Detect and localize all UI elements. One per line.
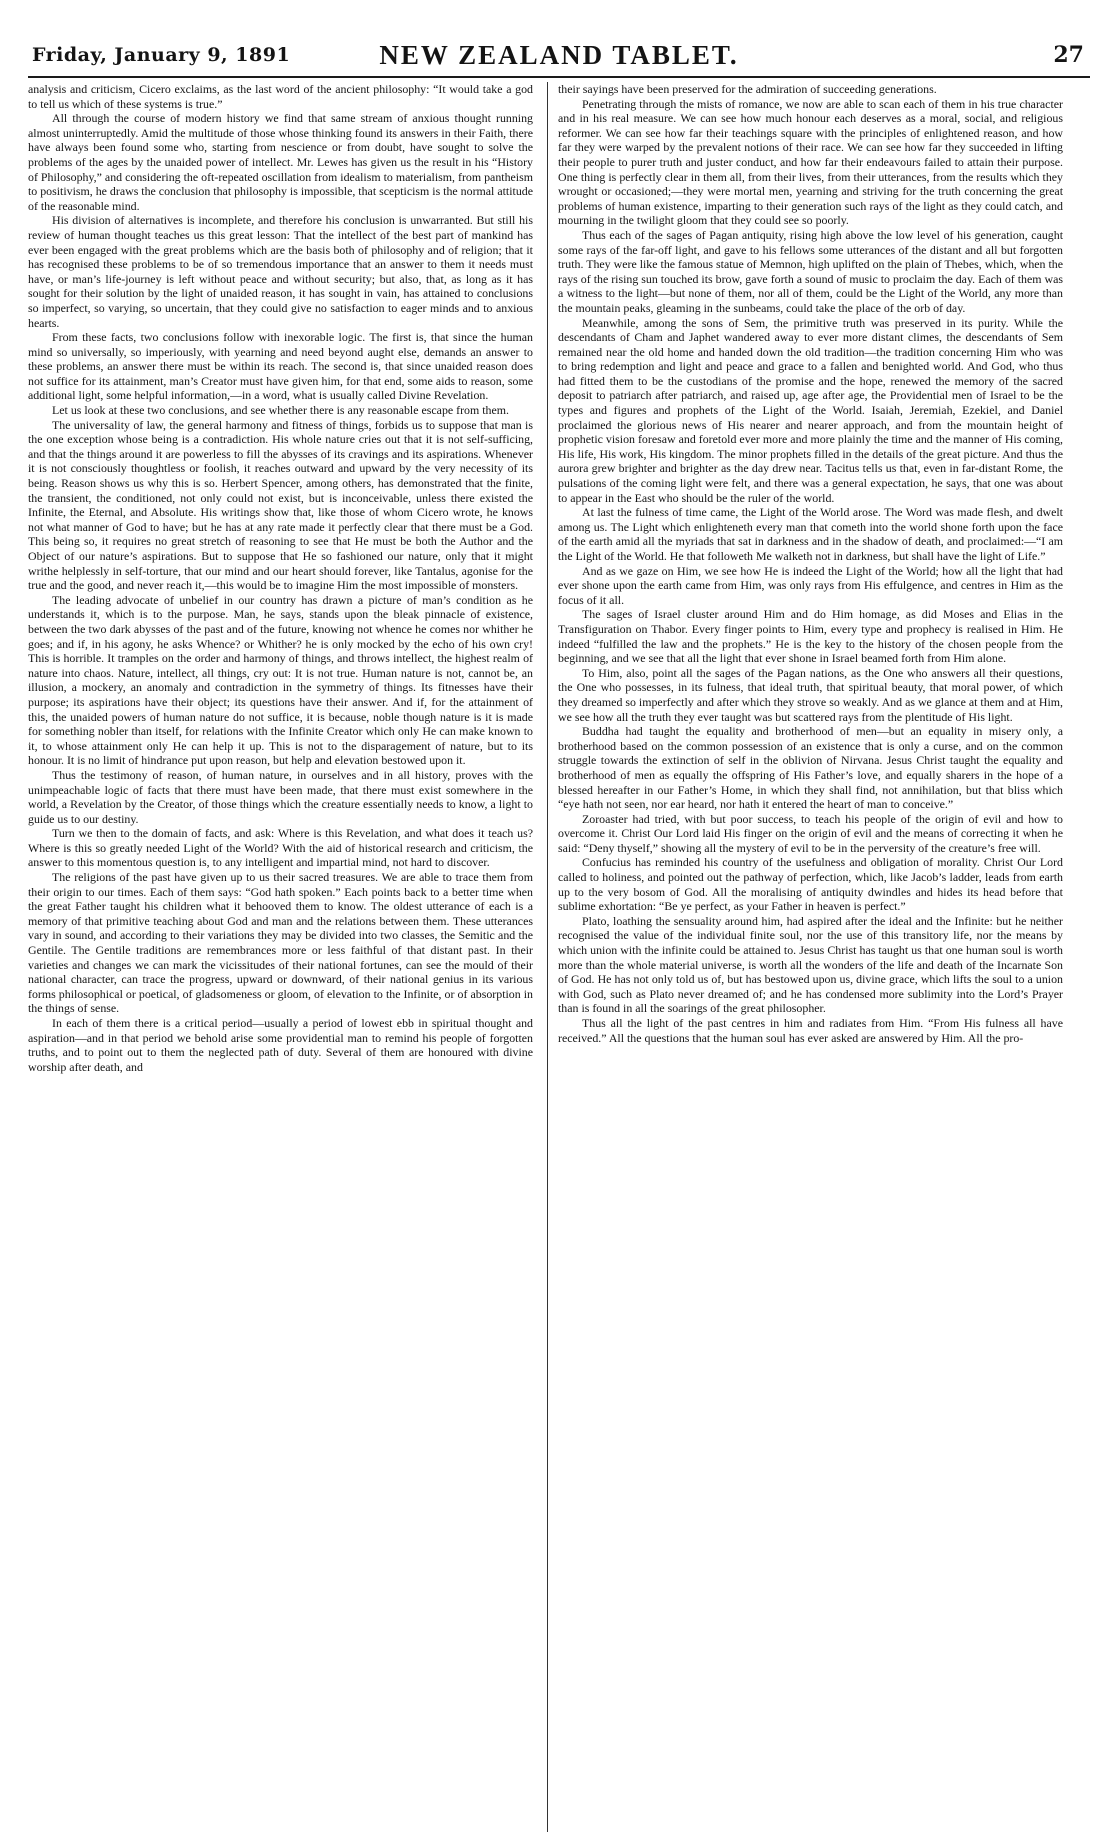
article-paragraph: The sages of Israel cluster around Him and do Him homage, as did Moses and Elias in the Transfiguration on Thabor. Every finger points to Him, every type and prophecy is realised in Him. He indeed “fulfilled the law and the prophets.” He is the key to the history of the chosen people from the beginning, and we see that all the light that ever shone in Israel beamed forth from Him alone. xyxy=(558,607,1063,666)
article-paragraph: Thus all the light of the past centres in him and radiates from Him. “From His fulness all have received.” All the questions that the human soul has ever asked are answered by Him. All the pro- xyxy=(558,1016,1063,1045)
masthead xyxy=(28,40,1090,78)
article-paragraph: Plato, loathing the sensuality around him, had aspired after the ideal and the Infinite: but he neither recognised the value of the individual finite soul, nor the use of this transitory life, nor the means by which union with the infinite could be attained to. Jesus Christ has taught us that one human soul is worth more than the whole material universe, is worth all the wonders of the life and death of the Incarnate Son of God. He has not only told us of, but has bestowed upon us, divine grace, which lifts the soul to a union with God, such as Plato never dreamed of; and he has condensed more sublimity into the Lord’s Prayer than is found in all the soarings of the great philosopher. xyxy=(558,913,1063,1016)
article-paragraph: Zoroaster had tried, with but poor success, to teach his people of the origin of evil and how to overcome it. Christ Our Lord laid His finger on the origin of evil and the means of correcting it when he said: “Deny thyself,” showing all the mystery of evil to be in the perversity of the creature’s free will. xyxy=(558,811,1063,855)
page-number: 27 xyxy=(1053,42,1084,68)
article-paragraph: Thus each of the sages of Pagan antiquity, rising high above the low level of his generation, caught some rays of the far-off light, and gave to his fellows some utterances of the distant and all but forgotten truth. They were like the famous statue of Memnon, high uplifted on the plain of Thebes, which, when the rays of the rising sun touched its brow, gave forth a sound of music to proclaim the day. Each of them was a witness to the light—but none of them, nor all of them, could be the Light of the World, any more than the mountain peaks, gleaming in the sunbeams, could take the place of the orb of day. xyxy=(558,227,1063,315)
newspaper-title: NEW ZEALAND TABLET. xyxy=(379,40,739,70)
article-paragraph: His division of alternatives is incomplete, and therefore his conclusion is unwarranted. But still his review of human thought teaches us this great lesson: That the intellect of the best part of mankind has ever been engaged with the great problems which are the basis both of philosophy and of religion; that it has recognised these problems to be of so tremendous importance that an answer to them it needs must have, or man’s life-journey is left without peace and without security; but also, that, as long as it has sought for their solution by the light of unaided reason, it has sought in vain, has attained to conclusions so imperfect, so varying, so uncertain, that they could give no satisfaction to eager minds and to anxious hearts. xyxy=(28,213,533,330)
article-paragraph: their sayings have been preserved for the admiration of succeeding generations. xyxy=(558,82,937,96)
article-paragraph: analysis and criticism, Cicero exclaims, as the last word of the ancient philosophy: “It would take a god to tell us which of these systems is true.” xyxy=(28,82,533,111)
right-column xyxy=(558,82,1063,1834)
article-paragraph: The universality of law, the general harmony and fitness of things, forbids us to suppose that man is the one exception whose being is a contradiction. His whole nature cries out that it is not self-sufficing, and that the things around it are powerless to fill the abysses of its cravings and its aspirations. Whenever it is not consciously thoughtless or foolish, it reaches outward and upward by the very necessity of its being. Reason shows us why this is so. Herbert Spencer, among others, has demonstrated that the finite, the transient, the conditioned, not only could not exist, but is inconceivable, unless there existed the Infinite, the Eternal, and Absolute. His writings show that, like those of whom Cicero wrote, he knows not what manner of God to have; but he has at any rate made it perfectly clear that there must be a God. This being so, it requires no great stretch of reasoning to see that He must be both the Author and the Object of our nature’s aspirations. But to suppose that He so fashioned our nature, only that it might writhe helplessly in self-torture, that our mind and our heart should forever, like Tantalus, agonise for the true and the good, and never reach it,—this would be to imagine Him the most impossible of monsters. xyxy=(28,417,533,593)
left-column xyxy=(28,82,533,1834)
article-paragraph: Let us look at these two conclusions, and see whether there is any reasonable escape from them. xyxy=(52,403,509,418)
article-paragraph: From these facts, two conclusions follow with inexorable logic. The first is, that since the human mind so universally, so imperiously, with yearning and need beyond aught else, demands an answer to these problems, an answer there must be within its reach. The second is, that since unaided reason does not suffice for its attainment, man’s Creator must have given him, for that end, some aids to reason, some additional light, some helpful information,—in a word, what is usually called Divine Revelation. xyxy=(28,330,533,403)
article-paragraph: Buddha had taught the equality and brotherhood of men—but an equality in misery only, a brotherhood based on the common possession of an existence that is only a curse, and on the common struggle towards the extinction of self in the oblivion of Nirvana. Jesus Christ taught the equality and brotherhood of men as equally the offspring of His Father’s love, and equally sharers in the hope of a blessed hereafter in our Father’s Home, in which they shall find, not annihilation, but that bliss which “eye hath not seen, nor ear heard, nor hath it entered the heart of man to conceive.” xyxy=(558,724,1063,812)
article-paragraph: And as we gaze on Him, we see how He is indeed the Light of the World; how all the light that had ever shone upon the earth came from Him, was only rays from His effulgence, and centres in Him as the focus of it all. xyxy=(558,563,1063,607)
newspaper-page xyxy=(28,0,1090,1839)
column-rule xyxy=(547,82,548,1832)
article-paragraph: Turn we then to the domain of facts, and ask: Where is this Revelation, and what does it teach us? Where is this so greatly needed Light of the World? With the aid of historical research and criticism, the answer to this momentous question is, to any intelligent and impartial mind, not hard to discover. xyxy=(28,826,533,870)
article-paragraph: Penetrating through the mists of romance, we now are able to scan each of them in his true character and in his real measure. We can see how much honour each deserves as a moral, social, and religious reformer. We can see how far their teachings square with the principles of enlightened reason, and how far they were warped by the prevalent notions of their race. We can see how far they succeeded in lifting their people to purer truth and juster conduct, and how far their endeavours failed to attain their purpose. One thing is perfectly clear in them all, from their lives, from their utterances, from the results which they wrought or occasioned;—they were mortal men, yearning and striving for the truth concerning the great problems of human existence, imparting to their generation such rays of the light as they could catch, and mourning in the twilight gloom that they could see so poorly. xyxy=(558,96,1063,228)
article-paragraph: Meanwhile, among the sons of Sem, the primitive truth was preserved in its purity. While the descendants of Cham and Japhet wandered away to ever more distant climes, the descendants of Sem remained near the old home and handed down the old tradition—the tradition concerning Him who was to bring redemption and light and peace and grace to a fallen and benighted world. And God, who thus had fitted them to be the custodians of the promise and the hope, renewed the memory of the sacred deposit to patriarch after patriarch, and raised up, age after age, the Providential men of Israel to be the types and figures and prophets of the Light of the World. Isaiah, Jeremiah, Ezekiel, and Daniel proclaimed the glorious news of His nearer and nearer approach, and from the mountain height of prophetic vision foresaw and foretold ever more and more plainly the time and the manner of His coming, His life, His work, His kingdom. The minor prophets filled in the details of the great picture. And thus the aurora grew brighter and brighter as the day drew near. Tacitus tells us that, even in far-distant Rome, the pulsations of the coming light were felt, and there was a general expectation, he says, that one was about to appear in the East who should be the ruler of the world. xyxy=(558,315,1063,505)
issue-date: Friday, January 9, 1891 xyxy=(32,44,291,66)
article-paragraph: The leading advocate of unbelief in our country has drawn a picture of man’s condition as he understands it, which is to the purpose. Man, he says, stands upon the bleak pinnacle of existence, between the two dark abysses of the past and of the future, knowing not whence he comes nor whither he goes; and if, in his agony, he asks Whence? or Whither? he is only mocked by the echo of his own cry! This is horrible. It tramples on the order and harmony of things, and throws intellect, the highest realm of nature into chaos. Nature, intellect, all things, cry out: It is not true. Human nature is not, cannot be, an illusion, a mockery, an anomaly and contradiction in the symmetry of things. Its fitnesses have their purpose; its aspirations have their object; its questions have their answer. And if, for the attainment of this, the unaided powers of human nature do not suffice, it is because, noble though nature is it is made for something nobler than itself, for relations with the Infinite Creator which only He can make known to it, to whose attainment only He can help it up. This is not to the disparagement of nature, but to its honour. It is no limit of hindrance put upon reason, but help and elevation bestowed upon it. xyxy=(28,592,533,768)
article-paragraph: Thus the testimony of reason, of human nature, in ourselves and in all history, proves with the unimpeachable logic of facts that there must have been made, that there must exist somewhere in the world, a Revelation by the Creator, of those things which the creature essentially needs to know, a light to guide us to our destiny. xyxy=(28,767,533,826)
article-paragraph: To Him, also, point all the sages of the Pagan nations, as the One who answers all their questions, the One who possesses, in its fulness, that ideal truth, that spiritual beauty, that moral power, of which they dreamed so imperfectly and after which they strove so weakly. And as we glance at them and at Him, we see how all the truth they ever taught was but scattered rays from the plentitude of His light. xyxy=(558,665,1063,724)
article-paragraph: The religions of the past have given up to us their sacred treasures. We are able to trace them from their origin to our times. Each of them says: “God hath spoken.” Each points back to a better time when the great Father taught his children what it behooved them to know. The oldest utterance of each is a memory of that primitive teaching about God and man and the relations between them. These utterances vary in sound, and according to their variations they may be divided into two classes, the Semitic and the Gentile. The Gentile traditions are remembrances more or less faithful of that distant past. In their varieties and changes we can mark the vicissitudes of their national fortunes, can see the mould of their national character, can trace the progress, upward or downward, of their national genius in its various forms philosophical or poetical, of gladsomeness or gloom, of elevation to the Infinite, or of absorption in the things of sense. xyxy=(28,870,533,1016)
article-paragraph: Confucius has reminded his country of the usefulness and obligation of morality. Christ Our Lord called to holiness, and pointed out the pathway of perfection, which, like Jacob’s ladder, leads from earth up to the very bosom of God. All the moralising of antiquity dwindles and hides its head before that sublime exhortation: “Be ye perfect, as your Father in heaven is perfect.” xyxy=(558,855,1063,914)
article-paragraph: All through the course of modern history we find that same stream of anxious thought running almost uninterruptedly. Amid the multitude of those whose thinking found its answers in their Faith, there have always been found some who, starting from nescience or from doubt, have sought to solve the problems of the ages by the unaided power of intellect. Mr. Lewes has given us the result in his “History of Philosophy,” and considering the oft-repeated oscillation from idealism to materialism, from pantheism to positivism, he draws the conclusion that philosophy is impossible, that scepticism is the normal attitude of the reasonable mind. xyxy=(28,111,533,213)
article-paragraph: In each of them there is a critical period—usually a period of lowest ebb in spiritual thought and aspiration—and in that period we behold arise some providential man to remind his people of forgotten truths, and to point out to them the neglected path of duty. Several of them are honoured with divine worship after death, and xyxy=(28,1016,533,1074)
article-paragraph: At last the fulness of time came, the Light of the World arose. The Word was made flesh, and dwelt among us. The Light which enlighteneth every man that cometh into the world shone forth upon the face of the earth amid all the myriads that sat in darkness and in the shadow of death, and proclaimed:—“I am the Light of the World. He that followeth Me walketh not in darkness, but shall have the light of Life.” xyxy=(558,505,1063,563)
